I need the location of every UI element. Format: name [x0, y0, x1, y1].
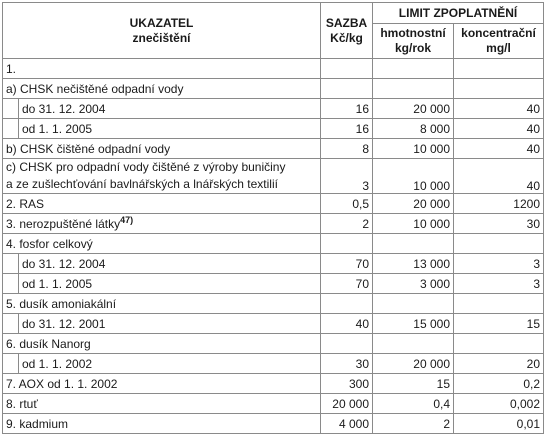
- table-row: [3, 79, 544, 99]
- indent-cell: [3, 119, 19, 139]
- indicator-header-line1: UKAZATEL: [129, 15, 194, 30]
- rate-cell: 3: [321, 159, 373, 194]
- row-label: 6. dusík Nanorg: [3, 334, 321, 354]
- rate-cell: [321, 79, 373, 99]
- rate-header: [321, 3, 373, 59]
- conc-header-line2: mg/l: [486, 41, 511, 55]
- rate-cell: [321, 294, 373, 314]
- conc-cell: 0,2: [454, 374, 544, 394]
- mass-cell: 8 000: [373, 119, 454, 139]
- mass-cell: 0,4: [373, 394, 454, 414]
- table-row: [3, 394, 544, 414]
- table-row: [3, 334, 544, 354]
- concentration-limit-header: [454, 24, 544, 59]
- row-label: do 31. 12. 2001: [19, 314, 321, 334]
- conc-cell: [454, 79, 544, 99]
- rate-cell: [321, 59, 373, 79]
- conc-cell: [454, 334, 544, 354]
- mass-cell: 20 000: [373, 354, 454, 374]
- row-label: 2. RAS: [3, 194, 321, 214]
- limit-header: LIMIT ZPOPLATNĚNÍ: [373, 3, 544, 24]
- table-row: [3, 234, 544, 254]
- conc-cell: 40: [454, 99, 544, 119]
- table-row: [3, 354, 544, 374]
- row-label: [3, 159, 321, 194]
- table-row: [3, 139, 544, 159]
- rate-cell: 16: [321, 99, 373, 119]
- conc-cell: 0,002: [454, 394, 544, 414]
- rate-cell: [321, 234, 373, 254]
- row-label: od 1. 1. 2005: [19, 274, 321, 294]
- pollution-fee-table: [2, 2, 544, 434]
- row-label: od 1. 1. 2002: [19, 354, 321, 374]
- mass-cell: 15 000: [373, 314, 454, 334]
- mass-cell: [373, 59, 454, 79]
- table-row: [3, 119, 544, 139]
- mass-cell: 10 000: [373, 159, 454, 194]
- table-row: [3, 314, 544, 334]
- rate-cell: [321, 334, 373, 354]
- indent-cell: [3, 354, 19, 374]
- conc-cell: 15: [454, 314, 544, 334]
- mass-cell: 3 000: [373, 274, 454, 294]
- indent-cell: [3, 99, 19, 119]
- row-label: 3. nerozpuštěné látky: [6, 216, 121, 231]
- row-label: 1.: [3, 59, 321, 79]
- row-label: b) CHSK čištěné odpadní vody: [3, 139, 321, 159]
- rate-cell: 70: [321, 274, 373, 294]
- mass-cell: [373, 334, 454, 354]
- rate-header-line1: SAZBA: [325, 15, 368, 30]
- table-row: [3, 294, 544, 314]
- row-label: 4. fosfor celkový: [3, 234, 321, 254]
- rate-cell: 0,5: [321, 194, 373, 214]
- conc-cell: 40: [454, 119, 544, 139]
- rate-cell: 8: [321, 139, 373, 159]
- row-label: do 31. 12. 2004: [19, 99, 321, 119]
- conc-cell: 20: [454, 354, 544, 374]
- rate-cell: 70: [321, 254, 373, 274]
- conc-cell: 0,01: [454, 414, 544, 434]
- mass-cell: [373, 234, 454, 254]
- mass-limit-header: [373, 24, 454, 59]
- table-row: [3, 214, 544, 234]
- row-label: 5. dusík amoniakální: [3, 294, 321, 314]
- indicator-header-line2: znečištění: [132, 30, 191, 45]
- table-row: [3, 59, 544, 79]
- table-row: [3, 99, 544, 119]
- mass-cell: 10 000: [373, 214, 454, 234]
- rate-cell: 2: [321, 214, 373, 234]
- indent-cell: [3, 314, 19, 334]
- mass-cell: [373, 294, 454, 314]
- mass-cell: 20 000: [373, 99, 454, 119]
- table-row: [3, 414, 544, 434]
- conc-cell: [454, 59, 544, 79]
- row-label: a) CHSK nečištěné odpadní vody: [3, 79, 321, 99]
- conc-cell: 40: [454, 139, 544, 159]
- conc-cell: 3: [454, 254, 544, 274]
- conc-cell: 1200: [454, 194, 544, 214]
- conc-cell: [454, 294, 544, 314]
- table-row: [3, 254, 544, 274]
- rate-cell: 16: [321, 119, 373, 139]
- table-row: [3, 274, 544, 294]
- rate-cell: 4 000: [321, 414, 373, 434]
- mass-cell: 13 000: [373, 254, 454, 274]
- mass-cell: 15: [373, 374, 454, 394]
- row-label-with-footnote: [3, 214, 321, 234]
- conc-cell: [454, 234, 544, 254]
- row-label: 7. AOX od 1. 1. 2002: [3, 374, 321, 394]
- rate-cell: 20 000: [321, 394, 373, 414]
- table-row: [3, 159, 544, 194]
- conc-header-line1: koncentrační: [461, 26, 536, 40]
- row-label: od 1. 1. 2005: [19, 119, 321, 139]
- row-label: 8. rtuť: [3, 394, 321, 414]
- table-row: [3, 194, 544, 214]
- row-label: 9. kadmium: [3, 414, 321, 434]
- indent-cell: [3, 274, 19, 294]
- footnote-link[interactable]: 47): [120, 214, 134, 225]
- row-label-line2: a ze zušlechťování bavlnářských a lnářských textilií: [6, 177, 278, 191]
- indent-cell: [3, 254, 19, 274]
- rate-cell: 300: [321, 374, 373, 394]
- rate-cell: 40: [321, 314, 373, 334]
- mass-cell: 10 000: [373, 139, 454, 159]
- rate-header-line2: Kč/kg: [330, 30, 363, 45]
- indicator-header: [3, 3, 321, 59]
- table-row: [3, 374, 544, 394]
- mass-cell: [373, 79, 454, 99]
- conc-cell: 40: [454, 159, 544, 194]
- mass-header-line1: hmotnostní: [380, 26, 446, 40]
- row-label: do 31. 12. 2004: [19, 254, 321, 274]
- mass-cell: 20 000: [373, 194, 454, 214]
- mass-header-line2: kg/rok: [394, 41, 431, 55]
- rate-cell: 30: [321, 354, 373, 374]
- conc-cell: 30: [454, 214, 544, 234]
- conc-cell: 3: [454, 274, 544, 294]
- row-label-line1: c) CHSK pro odpadní vody čištěné z výroby buničiny: [6, 160, 286, 174]
- mass-cell: 2: [373, 414, 454, 434]
